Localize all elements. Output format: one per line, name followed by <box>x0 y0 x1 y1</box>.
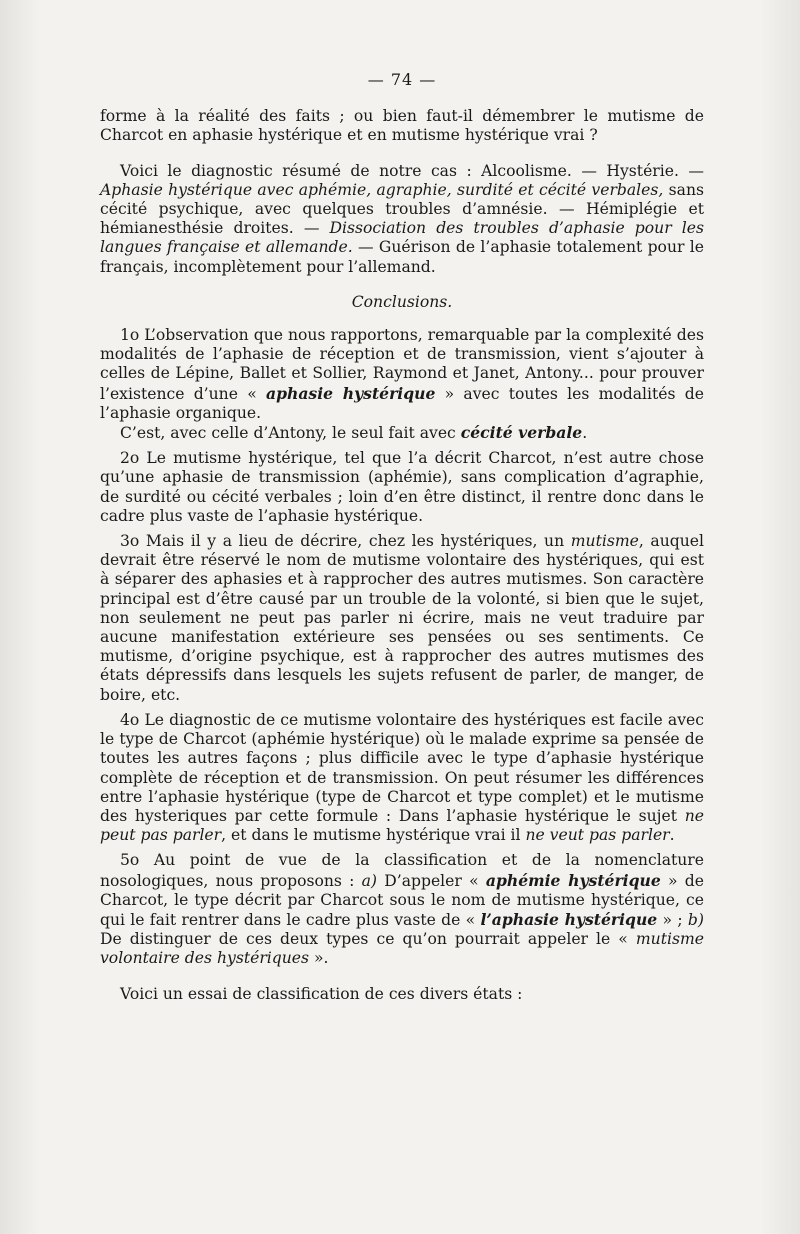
closing-line: Voici un essai de classification de ces divers états : <box>120 984 523 1003</box>
conclusion-4: 4o Le diagnostic de ce mutisme volontaire des hystériques est facile avec le type de Charcot (aphémie hystérique) où le malade exprime sa pensée de toutes les autres façons ; plus difficile avec le type d’aphasie hystérique complète de réception et de transmission. On peut résumer les différences entre l’aphasie hystérique (type de Charcot et type complet) et le mutisme des hysteriques par cette formule : Dans l’aphasie hystérique le sujet ne peut pas parler, et dans le mutisme hystérique vrai il ne veut pas parler. <box>100 710 704 845</box>
page-text <box>100 70 704 1004</box>
conclusion-1-note: C’est, avec celle d’Antony, le seul fait avec cécité verbale. <box>120 423 588 443</box>
diagnosis-paragraph: Voici le diagnostic résumé de notre cas : Alcoolisme. — Hystérie. — Aphasie hystérique avec aphémie, agraphie, surdité et cécité verbales, sans cécité psychique, avec quelques troubles d’amnésie. — Hémiplégie et hémianesthésie droites. — Dissociation des troubles d’aphasie pour les langues française et allemande. — Guérison de l’aphasie totalement pour le français, incomplètement pour l’allemand. <box>100 161 705 276</box>
conclusion-3: 3o Mais il y a lieu de décrire, chez les hystériques, un mutisme, auquel devrait être réservé le nom de mutisme volontaire des hystériques, qui est à séparer des aphasies et à rapprocher des autres mutismes. Son caractère principal est d’être causé par un trouble de la volonté, si bien que le sujet, non seulement ne peut pas parler ni écrire, mais ne veut traduire par aucune manifestation extérieure ses pensées ou ses sentiments. Ce mutisme, d’origine psychique, est à rapprocher des autres mutismes des états dépressifs dans lesquels les sujets refusent de parler, de manger, de boire, etc. <box>100 532 704 704</box>
conclusion-1: 1o L’observation que nous rapportons, remarquable par la complexité des modalités de l’aphasie de réception et de transmission, vient s’ajouter à celles de Lépine, Ballet et Sollier, Raymond et Janet, Antony... pour prouver l’existence d’une « aphasie hystérique » avec toutes les modalités de l’aphasie organique. <box>100 326 704 422</box>
intro-paragraph: forme à la réalité des faits ; ou bien faut-il démembrer le mutisme de Charcot en aphasie hystérique et en mutisme hystérique vrai ? <box>100 107 704 145</box>
page-number: — 74 — <box>367 70 437 89</box>
diagnosis-emphasis-1: Aphasie hystérique avec aphémie, agraphie, surdité et cécité verbales, <box>100 180 664 199</box>
conclusion-5: 5o Au point de vue de la classification et de la nomenclature nosologiques, nous proposons : a) D’appeler « aphémie hystérique » de Charcot, le type décrit par Charcot sous le nom de mutisme hystérique, ce qui le fait rentrer dans le cadre plus vaste de « l’aphasie hystérique » ; b) De distinguer de ces deux types ce qu’on pourrait appeler le « mutisme volontaire des hystériques ». <box>100 851 704 968</box>
section-heading: Conclusions. <box>351 292 453 311</box>
conclusion-2: 2o Le mutisme hystérique, tel que l’a décrit Charcot, n’est autre chose qu’une aphasie de transmission (aphémie), sans complication d’agraphie, de surdité ou cécité verbales ; loin d’en être distinct, il rentre donc dans le cadre plus vaste de l’aphasie hystérique. <box>100 449 704 525</box>
diagnosis-emphasis-2: Dissociation des troubles d’aphasie pour les langues française et allemande. <box>100 219 704 257</box>
